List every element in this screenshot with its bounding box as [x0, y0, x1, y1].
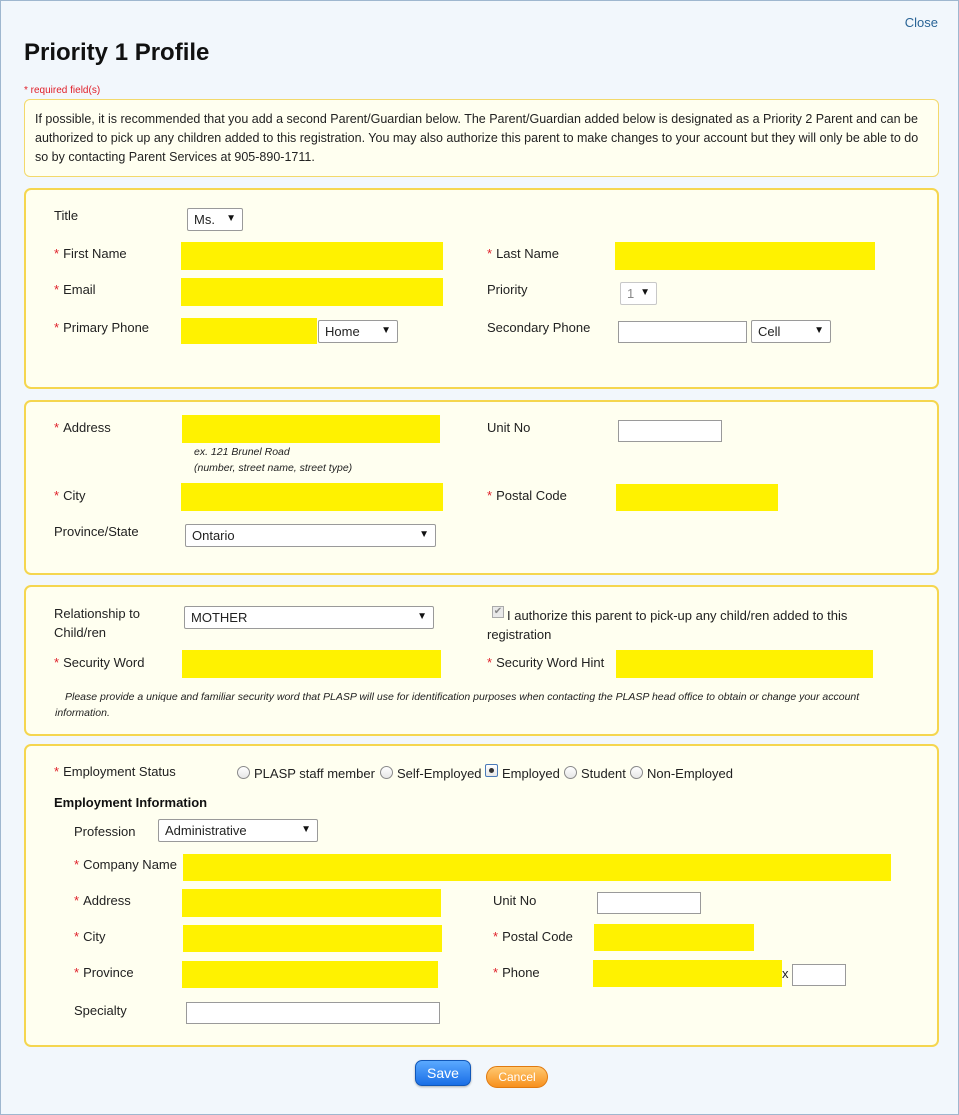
- authorize-pickup-label: [487, 606, 847, 644]
- primary-phone-input[interactable]: [181, 318, 317, 344]
- postal-code-input[interactable]: [616, 484, 778, 511]
- relationship-label-line-1: Relationship to: [54, 606, 140, 621]
- relationship-label-line-2: Child/ren: [54, 625, 107, 640]
- radio-employed[interactable]: [485, 764, 498, 777]
- required-mark: *: [493, 929, 499, 944]
- profession-select[interactable]: [158, 819, 318, 842]
- chevron-down-icon: ▼: [301, 824, 311, 835]
- specialty-label: Specialty: [74, 1003, 127, 1018]
- unit-label: Unit No: [487, 420, 531, 435]
- first-name-label: [54, 246, 127, 261]
- chevron-down-icon: ▼: [814, 325, 824, 336]
- city-label: [54, 488, 85, 503]
- chevron-down-icon: ▼: [417, 611, 427, 622]
- radio-self-employed[interactable]: [380, 766, 393, 779]
- radio-self-employed-label: Self-Employed: [397, 766, 482, 781]
- title-select[interactable]: [187, 208, 243, 231]
- required-note: * required field(s): [24, 85, 101, 96]
- required-mark: *: [54, 320, 60, 335]
- employment-info-heading: Employment Information: [54, 795, 208, 810]
- employment-status-label: [54, 764, 176, 779]
- priority-label: Priority: [487, 282, 528, 297]
- radio-employed-label: Employed: [502, 766, 560, 781]
- employer-phone-label: [493, 965, 540, 980]
- title-select-value: Ms.: [194, 212, 215, 227]
- required-mark: *: [74, 929, 80, 944]
- security-word-label-text: Security Word: [63, 655, 145, 670]
- email-label: [54, 282, 96, 297]
- province-label: Province/State: [54, 524, 139, 539]
- city-label-text: City: [63, 488, 86, 503]
- employment-status-label-text: Employment Status: [63, 764, 176, 779]
- employer-address-label-text: Address: [83, 893, 131, 908]
- employer-province-input[interactable]: [182, 961, 438, 988]
- required-mark: *: [487, 655, 493, 670]
- employer-province-label-text: Province: [83, 965, 134, 980]
- secondary-phone-type-select[interactable]: [751, 320, 831, 343]
- first-name-label-text: First Name: [63, 246, 127, 261]
- address-label: [54, 420, 111, 435]
- chevron-down-icon: ▼: [640, 287, 650, 298]
- last-name-input[interactable]: [615, 242, 875, 270]
- radio-student-label: Student: [581, 766, 626, 781]
- phone-ext-label: x: [782, 966, 789, 981]
- security-hint-label: [487, 655, 604, 670]
- employer-phone-input[interactable]: [593, 960, 782, 987]
- priority-select-value: 1: [627, 286, 635, 301]
- required-mark: *: [54, 764, 60, 779]
- security-note: [55, 689, 915, 721]
- employer-address-input[interactable]: [182, 889, 441, 917]
- relationship-label: [54, 604, 140, 642]
- primary-phone-label: [54, 320, 149, 335]
- required-mark: *: [54, 282, 60, 297]
- authorize-pickup-checkbox[interactable]: ✔: [493, 606, 503, 617]
- chevron-down-icon: ▼: [381, 325, 391, 336]
- secondary-phone-label: Secondary Phone: [487, 320, 591, 335]
- required-mark: *: [487, 488, 493, 503]
- required-mark: *: [74, 893, 80, 908]
- info-box: [24, 99, 939, 177]
- employer-postal-label: [493, 929, 573, 944]
- title-label: Title: [54, 208, 79, 223]
- primary-phone-label-text: Primary Phone: [63, 320, 150, 335]
- required-mark: *: [54, 420, 60, 435]
- profession-select-value: Administrative: [165, 823, 247, 838]
- employer-unit-label: Unit No: [493, 893, 537, 908]
- email-input[interactable]: [181, 278, 443, 306]
- address-hint-line-1: ex. 121 Brunel Road: [194, 446, 290, 458]
- relationship-panel: [24, 585, 939, 736]
- address-hint-line-2: (number, street name, street type): [194, 462, 353, 474]
- address-input[interactable]: [182, 415, 440, 443]
- address-hint: [194, 444, 352, 476]
- security-word-input[interactable]: [182, 650, 441, 678]
- secondary-phone-input[interactable]: [618, 321, 747, 343]
- address-panel: [24, 400, 939, 575]
- address-label-text: Address: [63, 420, 111, 435]
- company-name-label: [74, 857, 177, 872]
- security-word-label: [54, 655, 144, 670]
- info-text: If possible, it is recommended that you add a second Parent/Guardian below. The Parent/Guardian added below is designated as a Priority 2 Parent and can be authorized to pick up any children added to this registration. You may also authorize this parent to make changes to your account but they will only be able to do so by contacting Parent Services at 905-890-1711.: [35, 112, 919, 164]
- secondary-phone-type-value: Cell: [758, 324, 781, 339]
- required-mark: *: [493, 965, 499, 980]
- company-name-input[interactable]: [183, 854, 891, 881]
- radio-plasp-staff-label: PLASP staff member: [254, 766, 375, 781]
- required-mark: *: [487, 246, 493, 261]
- primary-phone-type-value: Home: [325, 324, 360, 339]
- required-mark: *: [74, 857, 80, 872]
- phone-ext-input[interactable]: [792, 964, 846, 986]
- required-mark: *: [74, 965, 80, 980]
- authorize-label-line-1: I authorize this parent to pick-up any child/ren added to this: [507, 608, 848, 623]
- required-mark: *: [54, 488, 60, 503]
- page-title: Priority 1 Profile: [24, 39, 210, 66]
- employer-city-label-text: City: [83, 929, 106, 944]
- radio-non-employed-label: Non-Employed: [647, 766, 733, 781]
- employer-city-input[interactable]: [183, 925, 442, 952]
- security-hint-label-text: Security Word Hint: [496, 655, 605, 670]
- security-hint-input[interactable]: [616, 650, 873, 678]
- relationship-select-value: MOTHER: [191, 610, 248, 625]
- authorize-label-line-2: registration: [487, 627, 552, 642]
- company-name-label-text: Company Name: [83, 857, 177, 872]
- radio-non-employed[interactable]: [630, 766, 643, 779]
- chevron-down-icon: ▼: [419, 529, 429, 540]
- employer-city-label: [74, 929, 105, 944]
- chevron-down-icon: ▼: [226, 213, 236, 224]
- required-mark: *: [54, 246, 60, 261]
- last-name-label: [487, 246, 559, 261]
- email-label-text: Email: [63, 282, 96, 297]
- first-name-input[interactable]: [181, 242, 443, 270]
- city-input[interactable]: [181, 483, 443, 511]
- required-mark: *: [54, 655, 60, 670]
- postal-code-label: [487, 488, 567, 503]
- priority-select[interactable]: [620, 282, 657, 305]
- employer-postal-input[interactable]: [594, 924, 754, 951]
- province-select-value: Ontario: [192, 528, 235, 543]
- radio-plasp-staff[interactable]: [237, 766, 250, 779]
- relationship-select[interactable]: [184, 606, 434, 629]
- employer-province-label: [74, 965, 134, 980]
- unit-input[interactable]: [618, 420, 722, 442]
- security-note-line-2: information.: [55, 707, 110, 719]
- cancel-button[interactable]: Cancel: [486, 1066, 548, 1088]
- employer-unit-input[interactable]: [597, 892, 701, 914]
- radio-student[interactable]: [564, 766, 577, 779]
- province-select[interactable]: [185, 524, 436, 547]
- employer-address-label: [74, 893, 131, 908]
- personal-panel: [24, 188, 939, 389]
- security-note-line-1: Please provide a unique and familiar security word that PLASP will use for identification purposes when contacting the PLASP head office to obtain or change your account: [65, 691, 860, 703]
- last-name-label-text: Last Name: [496, 246, 559, 261]
- close-link[interactable]: Close: [904, 15, 938, 30]
- employer-postal-label-text: Postal Code: [502, 929, 573, 944]
- specialty-input[interactable]: [186, 1002, 440, 1024]
- employer-phone-label-text: Phone: [502, 965, 540, 980]
- primary-phone-type-select[interactable]: [318, 320, 398, 343]
- employment-panel: [24, 744, 939, 1047]
- save-button[interactable]: Save: [415, 1060, 471, 1086]
- postal-code-label-text: Postal Code: [496, 488, 567, 503]
- profession-label: Profession: [74, 824, 136, 839]
